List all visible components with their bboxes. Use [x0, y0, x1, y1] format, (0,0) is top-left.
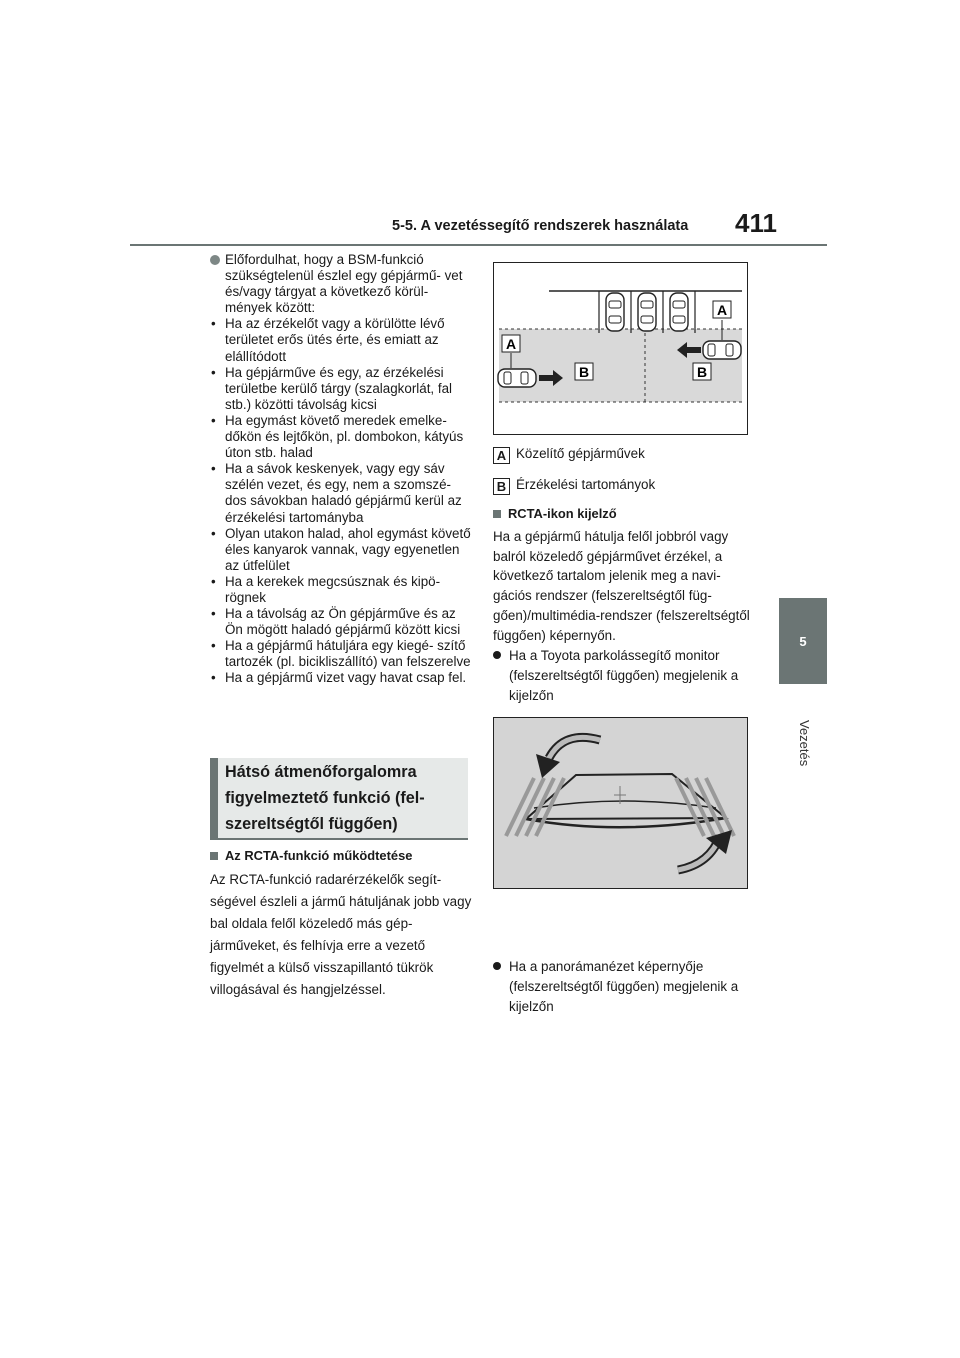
- condition-list: [210, 316, 472, 686]
- fig-label-a: A: [505, 336, 517, 352]
- section-heading-rule: [210, 838, 468, 840]
- list-item: • Ha az érzékelőt vagy a körülötte lévő területet erős ütés érte, és emiatt az elállítódott: [211, 316, 445, 364]
- list-item: • Ha a sávok keskenyek, vagy egy sáv szélén vezet, és egy, nem a szomszé- dos sávokban haladó gépjármű kerül az érzékelési tartományba: [211, 461, 462, 525]
- own-car-icon: [498, 369, 536, 387]
- parked-car-icon: [670, 293, 688, 331]
- legend-text: Közelítő gépjárművek: [516, 446, 645, 461]
- section-heading-box: [210, 758, 468, 838]
- camera-screen-svg: [494, 718, 747, 888]
- fig-label-b: B: [578, 364, 590, 380]
- section-title: 5-5. A vezetéssegítő rendszerek használata: [392, 218, 689, 234]
- bsm-conditions: [210, 252, 472, 687]
- square-bullet-icon: [210, 852, 218, 860]
- list-item: • Ha a gépjármű vizet vagy havat csap fel.: [211, 670, 467, 686]
- list-item: • Ha gépjárműve és egy, az érzékelési területbe kerülő tárgy (szalagkorlát, fal stb.) közötti távolság kicsi: [211, 364, 453, 412]
- header-divider: [130, 244, 827, 246]
- rcta-operation-heading: Az RCTA-funkció működtetése: [210, 848, 412, 863]
- list-item: • Ha a gépjármű hátuljára egy kiegé- szítő tartozék (pl. bicikliszállító) van felszerelve: [211, 638, 471, 670]
- bullet-parking-monitor: Ha a Toyota parkolássegítő monitor (felszereltségtől függően) megjelenik a kijelzőn: [493, 646, 771, 706]
- section-heading: Hátsó átmenőforgalomra figyelmeztető funkció (fel- szereltségtől függően): [225, 763, 425, 833]
- bullet-dot-icon: [493, 651, 501, 659]
- approaching-car-icon: [703, 341, 741, 359]
- chapter-number: 5: [799, 633, 807, 649]
- list-item: • Olyan utakon halad, ahol egymást követő éles kanyarok vannak, vagy egyenetlen az útfelület: [211, 525, 471, 573]
- list-item: • Ha egymást követő meredek emelke- dőkön és lejtőkön, pl. dombokon, kátyús úton stb. halad: [211, 412, 464, 461]
- legend-item-a: [493, 446, 645, 464]
- square-bullet-icon: [493, 510, 501, 518]
- rcta-icon-heading: RCTA-ikon kijelző: [493, 506, 617, 521]
- bullet-panoramic-view: Ha a panorámanézet képernyője (felszereltségtől függően) megjelenik a kijelzőn: [493, 957, 771, 1017]
- legend-key: B: [493, 478, 510, 495]
- chapter-tab: [779, 598, 827, 684]
- parking-detection-diagram: [493, 262, 748, 435]
- bsm-intro: [210, 252, 472, 316]
- fig-label-a: A: [716, 302, 728, 318]
- rcta-operation-text: Az RCTA-funkció radarérzékelők segít- ségével észleli a jármű hátuljának jobb vagy bal oldala felől közeledő más gép- járműveket, és felhívja erre a vezető figyelmét a külső visszapillantó tükrök villogásával és hangjelzéssel.: [210, 872, 472, 997]
- bullet-dot-icon: [210, 255, 220, 265]
- bullet-dot-icon: [493, 962, 501, 970]
- parked-car-icon: [606, 293, 624, 331]
- list-item: • Ha a kerekek megcsúsznak és kipö- rögnek: [211, 573, 441, 605]
- parking-diagram-svg: [494, 263, 747, 434]
- legend-key: A: [493, 447, 510, 464]
- legend-item-b: [493, 477, 655, 495]
- chapter-label-wrap: [778, 720, 828, 780]
- fig-label-b: B: [696, 364, 708, 380]
- heading-accent-bar: [210, 758, 218, 838]
- chapter-label: Vezetés: [797, 720, 812, 767]
- page-number: 411: [735, 208, 777, 238]
- bsm-intro-text: Előfordulhat, hogy a BSM-funkció szükségtelenül észlel egy gépjármű- vet és/vagy tárgyat a következő körül- mények között:: [225, 252, 463, 316]
- rcta-icon-text: Ha a gépjármű hátulja felől jobbról vagy balról közeledő gépjárművet érzékel, a következő tartalom jelenik meg a navi- gációs rendszer (felszereltségtől füg- gően)/multimédia-rendszer (felszereltségtől függően) képernyőn.: [493, 529, 750, 643]
- legend-text: Érzékelési tartományok: [516, 477, 656, 492]
- list-item: • Ha a távolság az Ön gépjárműve és az Ön mögött haladó gépjármű között kicsi: [211, 606, 461, 638]
- parked-car-icon: [638, 293, 656, 331]
- rear-camera-screen: [493, 717, 748, 889]
